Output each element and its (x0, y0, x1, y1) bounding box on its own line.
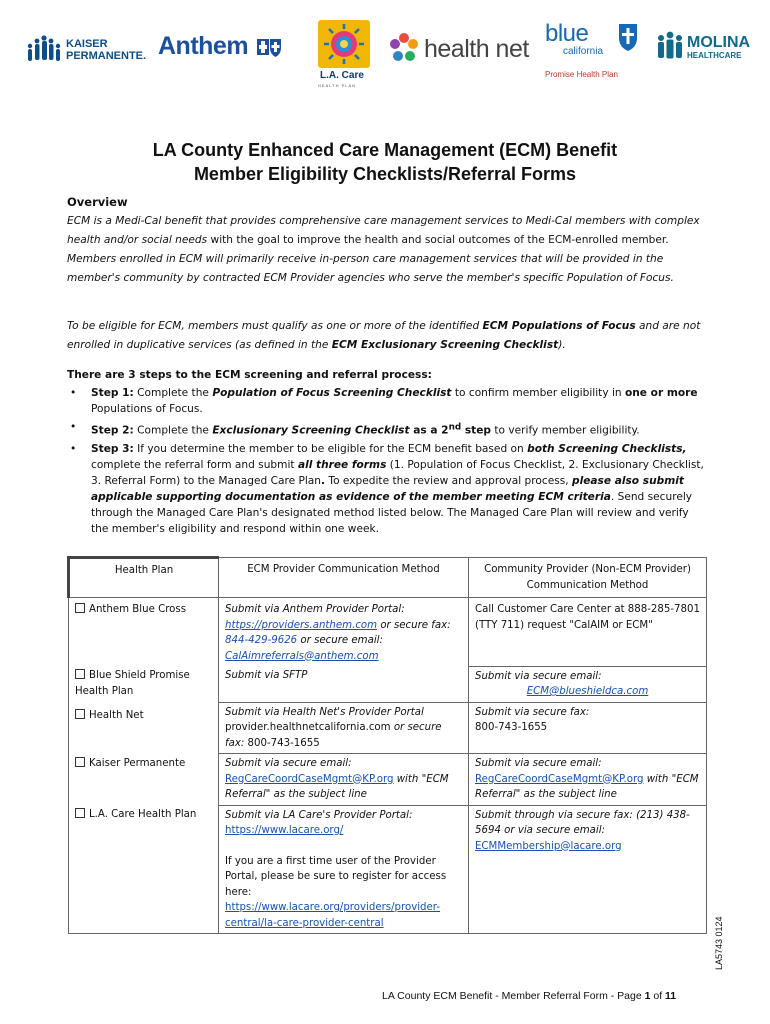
blueshield-checkbox[interactable] (75, 669, 85, 679)
table-row (69, 805, 707, 934)
plan-blueshield (69, 666, 219, 702)
ecm-kaiser-text-2: with "ECM Referral" as the subject line (225, 773, 449, 800)
plan-anthem (69, 598, 219, 667)
molina-logo (655, 30, 765, 66)
footer-page-number: 1 (644, 990, 651, 1002)
anthem-email-link[interactable]: CalAimreferrals@anthem.com (225, 650, 379, 662)
ecm-anthem-text-3: or secure email: (297, 635, 383, 646)
step-1-text-3: Populations of Focus. (91, 403, 203, 415)
overview-text-1: ECM is a Medi-Cal benefit that provides comprehensive care management services to Medi-Cal members with complex health and/or social needs (67, 215, 700, 246)
la-care-sub: HEALTH PLAN (318, 83, 357, 88)
blue-shield-name: blue (545, 20, 589, 47)
step-2-bold: as a 2 (409, 424, 449, 437)
plan-lacare (69, 805, 219, 934)
title-line-1: LA County Enhanced Care Management (ECM) Benefit (152, 140, 618, 160)
blue-cross-shield-icon (256, 36, 282, 58)
step-2-bold-2: step (461, 424, 491, 437)
molina-name: MOLINA (687, 34, 751, 51)
overview-heading: Overview (67, 195, 128, 209)
eligibility-text-1: To be eligible for ECM, members must qualify as one or more of the identified (67, 320, 483, 332)
lacare-register-note: If you are a first time user of the Provider Portal, please be sure to register for access here: (225, 855, 447, 898)
step-2-sup: nd (448, 422, 462, 432)
ecm-healthnet-text: Submit via Health Net's Provider Portal (225, 706, 424, 718)
step-3-text: If you determine the member to be eligible for the ECM benefit based on (133, 442, 528, 455)
title-line-2: Member Eligibility Checklists/Referral Forms (193, 164, 577, 184)
community-blueshield-text: Submit via secure email: (475, 670, 602, 682)
step-1-text: Complete the (133, 387, 213, 399)
step-1-label: Step 1: (91, 387, 134, 399)
anthem-name: Anthem (158, 32, 249, 60)
step-1-checklist: Population of Focus Screening Checklist (212, 387, 452, 399)
kaiser-checkbox[interactable] (75, 757, 85, 767)
step-3-text-5: . Send securely through the Managed Care Plan's designated method listed below. The Managed Care Plan will review and verify the member's eligibility and respond within one week. (91, 490, 693, 535)
plan-lacare-label: L.A. Care Health Plan (89, 809, 197, 820)
communication-table (67, 556, 707, 934)
table-row (69, 598, 707, 667)
community-healthnet-text: Submit via secure fax: (475, 706, 590, 718)
footer-text: LA County ECM Benefit - Member Referral Form - Page (382, 990, 645, 1002)
header-community-line-1: Community Provider (Non-ECM Provider) (484, 564, 691, 575)
step-1-text-2: to confirm member eligibility in (451, 387, 625, 399)
footer-page-total: 11 (665, 990, 677, 1002)
step-2 (67, 419, 707, 439)
la-care-name: L.A. Care (320, 70, 364, 81)
kaiser-permanente-logo (24, 32, 147, 68)
step-3-label: Step 3: (91, 442, 134, 455)
shield-icon (617, 22, 639, 52)
plan-anthem-label: Anthem Blue Cross (89, 604, 187, 615)
community-kaiser (469, 754, 707, 806)
lacare-checkbox[interactable] (75, 808, 85, 818)
ecm-blueshield: Submit via SFTP (219, 666, 469, 702)
plan-kaiser (69, 754, 219, 806)
kaiser-line2: PERMANENTE. (66, 50, 147, 62)
kaiser-community-email-link[interactable]: RegCareCoordCaseMgmt@KP.org (475, 773, 644, 785)
community-kaiser-text-2: with "ECM Referral" as the subject line (475, 773, 699, 800)
ecm-kaiser-text: Submit via secure email: (225, 758, 352, 769)
anthem-checkbox[interactable] (75, 603, 85, 613)
steps-heading: There are 3 steps to the ECM screening and referral process: (67, 369, 432, 381)
lacare-provider-central-link[interactable]: https://www.lacare.org/providers/provider-central/la-care-provider-central (225, 902, 440, 929)
blue-shield-state: california (563, 46, 604, 57)
overview-paragraph (67, 212, 707, 288)
step-3-bold-1: both Screening Checklists, (527, 442, 687, 455)
eligibility-paragraph (67, 317, 707, 355)
step-1 (67, 385, 707, 417)
overview-text-2: with the goal to improve the health and social outcomes of the ECM-enrolled member. (207, 234, 669, 246)
step-1-bold: one or more (624, 387, 698, 399)
community-blueshield (469, 666, 707, 702)
anthem-fax: 844-429-9626 (225, 635, 298, 646)
ecm-healthnet (219, 702, 469, 754)
plan-healthnet-label: Health Net (89, 710, 144, 721)
community-lacare (469, 805, 707, 934)
step-3-bold-2: all three forms (297, 458, 387, 471)
ecm-lacare-text: Submit via LA Care's Provider Portal: (225, 809, 413, 821)
blue-shield-logo (545, 20, 645, 90)
la-care-logo (316, 18, 376, 92)
kaiser-email-link[interactable]: RegCareCoordCaseMgmt@KP.org (225, 773, 394, 785)
community-healthnet (469, 702, 707, 754)
ecm-healthnet-text-2: or secure fax: (225, 722, 442, 749)
table-row (69, 754, 707, 806)
step-3-bold-3: . (321, 474, 326, 487)
eligibility-text-3: ). (558, 339, 566, 351)
form-code: LA5743 0124 (714, 916, 724, 970)
healthnet-fax: 800-743-1655 (247, 737, 320, 749)
blueshield-email-link[interactable]: ECM@blueshieldca.com (526, 686, 649, 697)
anthem-portal-link[interactable]: https://providers.anthem.com (225, 619, 378, 631)
header-health-plan: Health Plan (69, 558, 219, 598)
molina-people-icon (655, 30, 685, 60)
overview-text-3: Members enrolled in ECM will primarily receive in-person care management services that will be provided in the member's community by contracted ECM Provider agencies who serve the member's specific Population of Focus. (67, 253, 674, 284)
community-anthem: Call Customer Care Center at 888-285-7801 (TTY 711) request "CalAIM or ECM" (469, 598, 707, 667)
step-3-bold-4: please also submit applicable supporting documentation as evidence of the member meeting ECM criteria (91, 474, 684, 503)
anthem-logo (158, 32, 298, 68)
eligibility-text-2: and are not enrolled in duplicative services (as defined in the (67, 320, 701, 351)
plan-healthnet (69, 702, 219, 754)
ecm-anthem (219, 598, 469, 667)
step-2-label: Step 2: (91, 424, 134, 437)
molina-sub: HEALTHCARE (687, 51, 742, 60)
header-community-method (469, 558, 707, 598)
ecm-anthem-text: Submit via Anthem Provider Portal: (225, 604, 405, 615)
partner-logos (0, 14, 770, 94)
kaiser-people-icon (24, 34, 62, 66)
community-lacare-text: Submit through via secure fax: (213) 438-5694 or via secure email: (475, 809, 690, 836)
community-kaiser-text: Submit via secure email: (475, 758, 602, 769)
healthnet-checkbox[interactable] (75, 709, 85, 719)
step-3-text-2: complete the referral form and submit (91, 458, 298, 471)
step-3 (67, 441, 707, 537)
ecm-anthem-text-2: or secure fax: (377, 619, 451, 631)
header-community-line-2: Communication Method (526, 579, 649, 591)
step-2-text: Complete the (133, 424, 213, 437)
table-header-row (69, 558, 707, 598)
step-3-text-4: To expedite the review and approval process, (325, 474, 572, 487)
promise-health-plan: Promise Health Plan (545, 70, 618, 79)
plan-blueshield-label: Blue Shield Promise Health Plan (75, 670, 190, 697)
step-3-text-3: (1. Population of Focus Checklist, 2. Exclusionary Checklist, 3. Referral Form) to the Managed Care Plan (91, 458, 704, 487)
step-2-checklist: Exclusionary Screening Checklist (212, 424, 410, 437)
document-title (0, 138, 770, 186)
eligibility-bold-2: ECM Exclusionary Screening Checklist (331, 339, 559, 351)
footer-of: of (650, 990, 666, 1002)
eligibility-bold-1: ECM Populations of Focus (482, 320, 636, 332)
sun-icon (316, 18, 372, 70)
lacare-email-link[interactable]: ECMMembership@lacare.org (475, 840, 622, 852)
health-net-logo (388, 32, 538, 68)
community-healthnet-fax: 800-743-1655 (475, 722, 548, 733)
ecm-lacare (219, 805, 469, 934)
table-row (69, 702, 707, 754)
table-row (69, 666, 707, 702)
steps-list (67, 385, 707, 539)
plan-kaiser-label: Kaiser Permanente (89, 757, 186, 769)
step-2-text-2: to verify member eligibility. (491, 424, 640, 437)
health-net-flower-icon (388, 32, 420, 64)
ecm-kaiser (219, 754, 469, 806)
header-ecm-method: ECM Provider Communication Method (219, 558, 469, 598)
page-footer (382, 990, 676, 1002)
lacare-portal-link[interactable]: https://www.lacare.org/ (225, 825, 344, 836)
health-net-name: health net (424, 35, 529, 63)
kaiser-line1: KAISER (66, 38, 108, 50)
healthnet-portal-url: provider.healthnetcalifornia.com (225, 722, 391, 733)
